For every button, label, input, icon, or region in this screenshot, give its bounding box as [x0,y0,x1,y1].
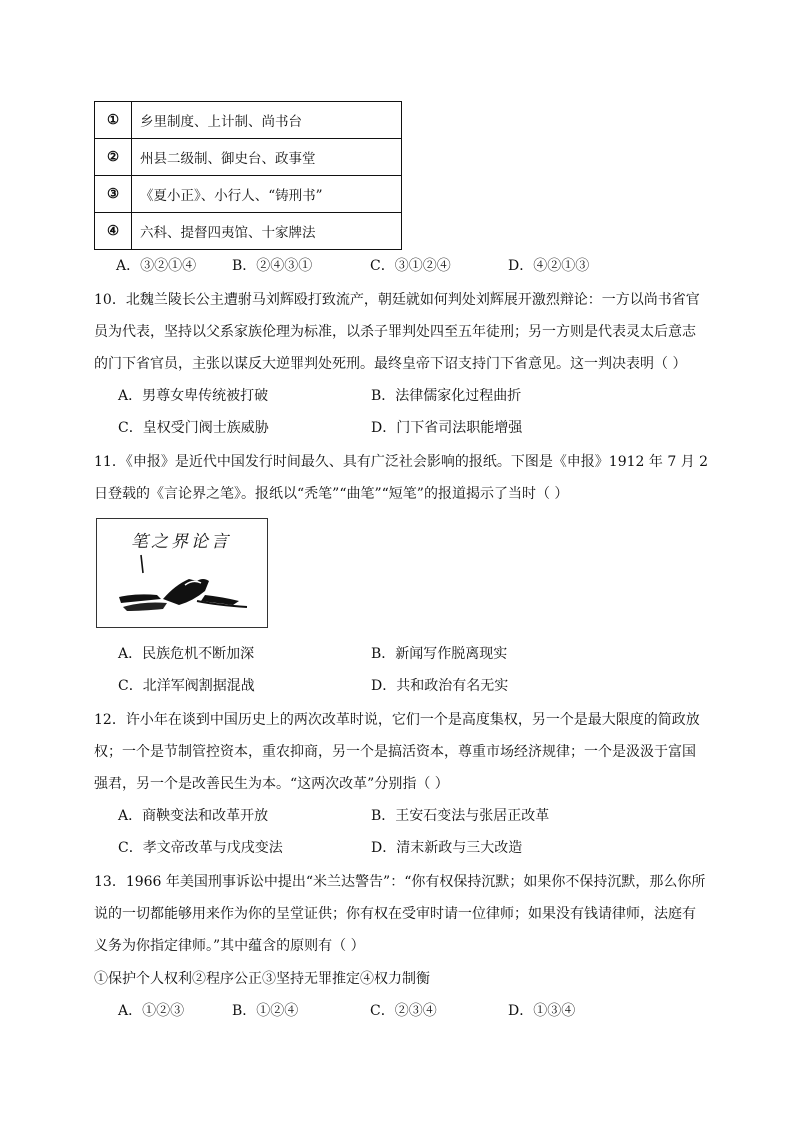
q10-line-2: 员为代表，坚持以父系家族伦理为标准，以杀子罪判处四至五年徒刑；另一方则是代表灵太后意志 [94,324,696,340]
q10-option-b: B．法律儒家化过程曲折 [371,388,522,404]
q13-line-3: 义务为你指定律师。”其中蕴含的原则有（ ） [94,938,365,954]
q12-option-a: A．商鞅变法和改革开放 [118,808,269,824]
table-row [95,213,402,250]
row-number: ④ [95,213,132,250]
table-row [95,139,402,176]
q13-line-2: 说的一切都能够用来作为你的呈堂证供；你有权在受审时请一位律师；如果没有钱请律师，法庭有 [94,906,696,922]
row-text: 《夏小正》、小行人、“铸刑书” [132,176,402,213]
q11-line-1: 11．《申报》是近代中国发行时间最久、具有广泛社会影响的报纸。下图是《申报》1912 年 7 月 2 [94,454,709,470]
q11-option-d: D．共和政治有名无实 [371,678,509,694]
q10-line-3: 的门下省官员，主张以谋反大逆罪判处死刑。最终皇帝下诏支持门下省意见。这一判决表明（ ） [94,356,687,372]
q10-option-d: D．门下省司法职能增强 [371,420,523,436]
q9-option-a: A．③②①④ [116,258,197,274]
q12-option-c: C．孝文帝改革与戊戌变法 [118,840,283,856]
row-text: 州县二级制、御史台、政事堂 [132,139,402,176]
q13-option-b: B．①②④ [232,1003,299,1019]
q11-option-c: C．北洋军阀割据混战 [118,678,255,694]
figure-title: 笔之界论言 [131,532,231,552]
q11-option-a: A．民族危机不断加深 [118,646,255,662]
row-number: ② [95,139,132,176]
q12-line-1: 12．许小年在谈到中国历史上的两次改革时说，它们一个是高度集权，另一个是最大限度的简政放 [94,712,700,728]
q12-option-d: D．清末新政与三大改造 [371,840,523,856]
table-row [95,102,402,139]
row-text: 乡里制度、上计制、尚书台 [132,102,402,139]
q13-line-1: 13．1966 年美国刑事诉讼中提出“米兰达警告”：“你有权保持沉默；如果你不保持沉默，那么你所 [94,874,706,890]
q13-option-d: D．①③④ [508,1003,576,1019]
item-table [94,101,402,250]
q9-option-c: C．③①②④ [370,258,451,274]
brush-pen-drawing [97,519,267,627]
row-text: 六科、提督四夷馆、十家牌法 [132,213,402,250]
q12-line-3: 强君，另一个是改善民生为本。“这两次改革”分别指（ ） [94,776,449,792]
q13-option-c: C．②③④ [370,1003,437,1019]
q12-line-2: 权；一个是节制管控资本，重农抑商，另一个是搞活资本，尊重市场经济规律；一个是汲汲于富国 [94,744,696,760]
q10-option-a: A．男尊女卑传统被打破 [118,388,269,404]
q11-line-2: 日登载的《言论界之笔》。报纸以“秃笔”“曲笔”“短笔”的报道揭示了当时（ ） [94,486,569,502]
table-row [95,176,402,213]
q10-option-c: C．皇权受门阀士族威胁 [118,420,269,436]
q12-option-b: B．王安石变法与张居正改革 [371,808,550,824]
row-number: ① [95,102,132,139]
q13-option-a: A．①②③ [118,1003,185,1019]
q13-choices: ①保护个人权利②程序公正③坚持无罪推定④权力制衡 [94,971,430,987]
q10-line-1: 10．北魏兰陵长公主遭驸马刘辉殴打致流产，朝廷就如何判处刘辉展开激烈辩论：一方以尚书省官 [94,292,700,308]
cartoon-figure [96,518,268,628]
q11-option-b: B．新闻写作脱离现实 [371,646,508,662]
q9-option-d: D．④②①③ [508,258,590,274]
q9-option-b: B．②④③① [232,258,313,274]
row-number: ③ [95,176,132,213]
